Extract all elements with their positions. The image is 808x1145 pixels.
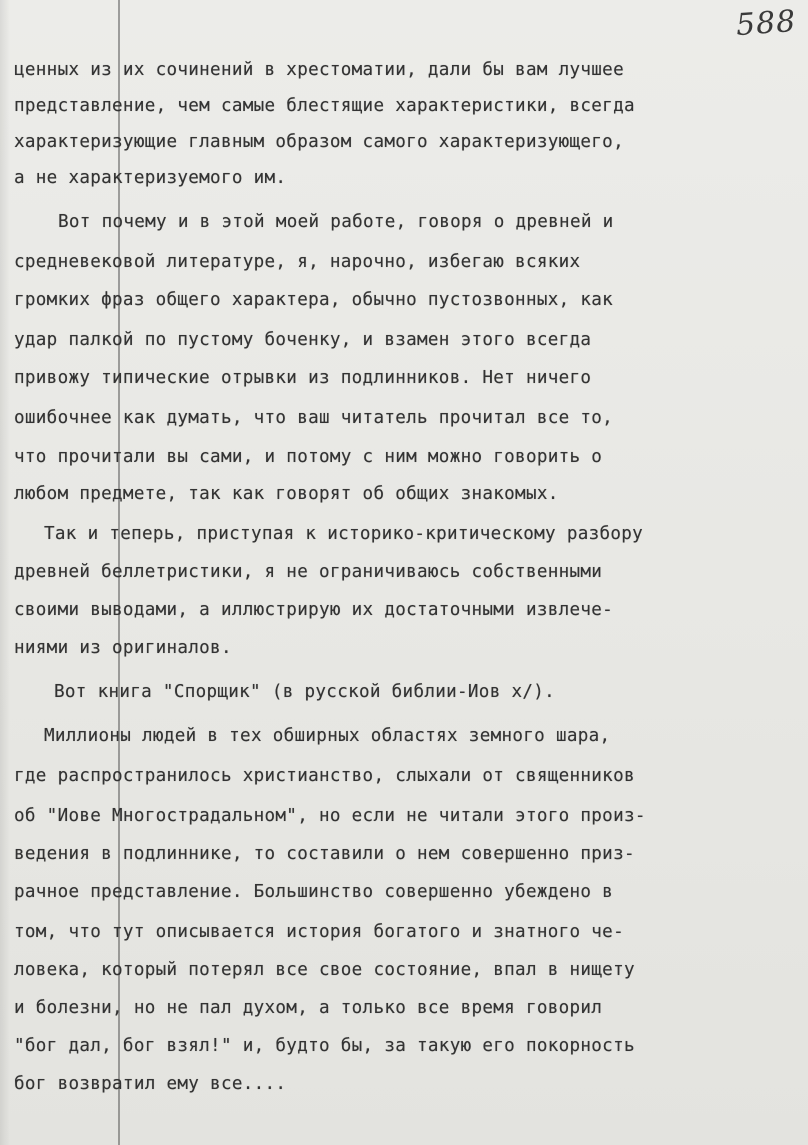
- text-line: ниями из оригиналов.: [14, 638, 232, 658]
- text-line: ценных из их сочинений в хрестоматии, дали бы вам лучшее: [14, 60, 624, 80]
- text-line: представление, чем самые блестящие характеристики, всегда: [14, 96, 635, 116]
- text-line: удар палкой по пустому боченку, и взамен этого всегда: [14, 330, 592, 350]
- text-line: что прочитали вы сами, и потому с ним можно говорить о: [14, 447, 603, 467]
- text-line: ошибочнее как думать, что ваш читатель прочитал все то,: [14, 408, 614, 428]
- text-line: древней беллетристики, я не ограничиваюсь собственными: [14, 562, 603, 582]
- text-line: том, что тут описывается история богатого и знатного че-: [14, 922, 624, 942]
- page-number: 588: [734, 3, 798, 44]
- text-line: рачное представление. Большинство совершенно убеждено в: [14, 882, 614, 902]
- page-edge-shadow: [0, 0, 10, 1145]
- text-line: Миллионы людей в тех обширных областях земного шара,: [44, 726, 611, 746]
- text-line: бог возвратил ему все....: [14, 1074, 287, 1094]
- text-line: характеризующие главным образом самого характеризующего,: [14, 132, 624, 152]
- text-line: средневековой литературе, я, нарочно, избегаю всяких: [14, 252, 581, 272]
- text-line: об "Иове Многострадальном", но если не читали этого произ-: [14, 806, 646, 826]
- text-line: своими выводами, а иллюстрирую их достаточными извлече-: [14, 600, 614, 620]
- text-line: любом предмете, так как говорят об общих знакомых.: [14, 484, 559, 504]
- text-line: а не характеризуемого им.: [14, 168, 287, 188]
- text-line: Так и теперь, приступая к историко-критическому разбору: [44, 524, 644, 544]
- text-line: Вот книга "Спорщик" (в русской библии-Иов х/).: [54, 682, 556, 702]
- text-line: "бог дал, бог взял!" и, будто бы, за такую его покорность: [14, 1036, 635, 1056]
- text-line: и болезни, но не пал духом, а только все время говорил: [14, 998, 603, 1018]
- text-line: где распространилось христианство, слыхали от священников: [14, 766, 635, 786]
- text-line: привожу типические отрывки из подлинников. Нет ничего: [14, 368, 592, 388]
- text-line: ловека, который потерял все свое состояние, впал в нищету: [14, 960, 635, 980]
- text-line: Вот почему и в этой моей работе, говоря о древней и: [58, 212, 614, 232]
- text-line: ведения в подлиннике, то составили о нем совершенно приз-: [14, 844, 635, 864]
- text-line: громких фраз общего характера, обычно пустозвонных, как: [14, 290, 614, 310]
